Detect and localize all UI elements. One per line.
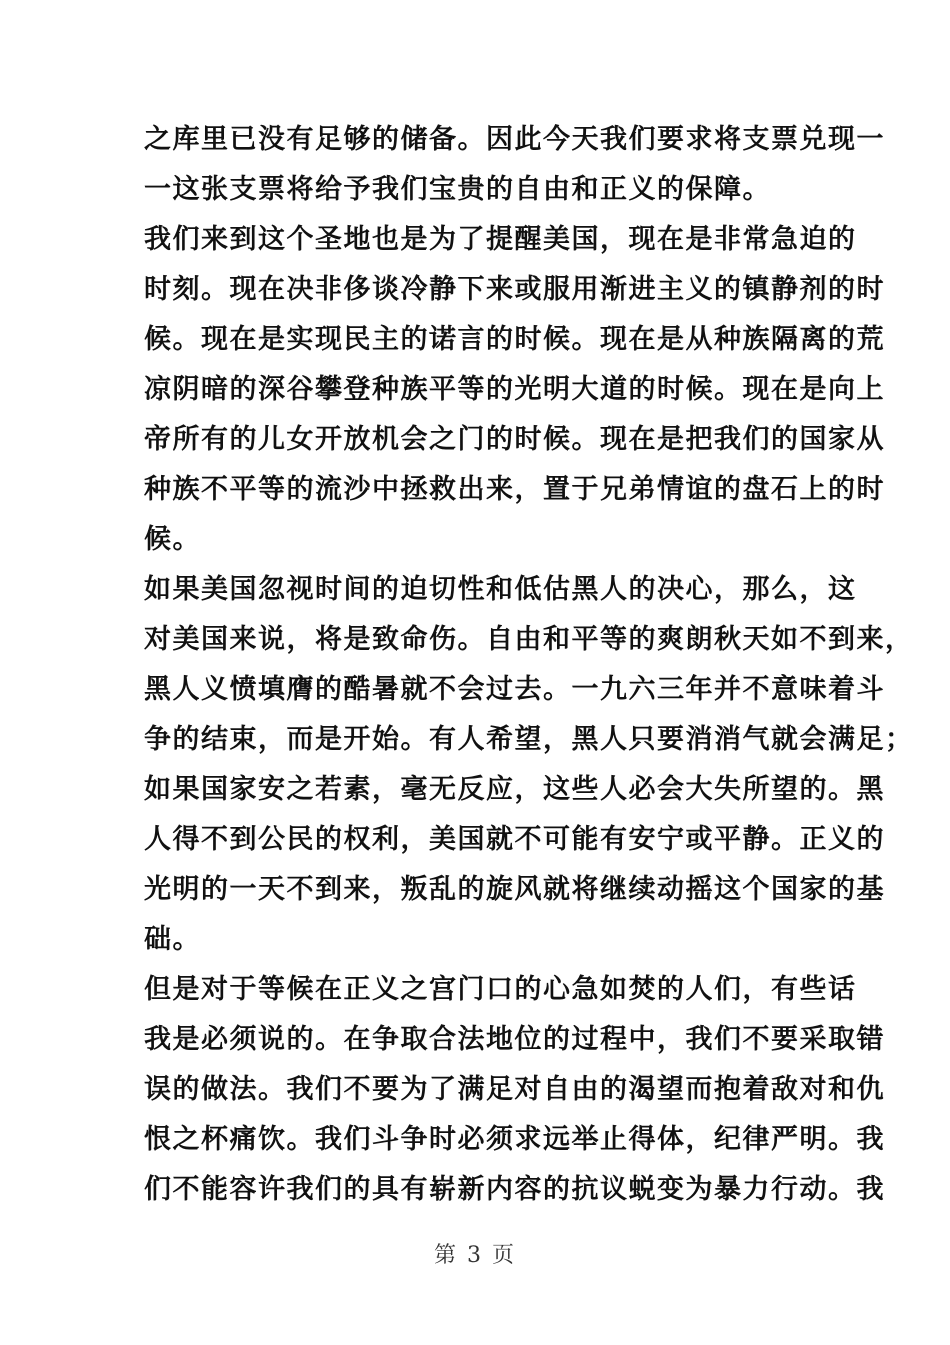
- text-line: 候。: [144, 524, 201, 555]
- text-line: 光明的一天不到来，叛乱的旋风就将继续动摇这个国家的基: [144, 874, 885, 905]
- text-line: 之库里已没有足够的储备。因此今天我们要求将支票兑现一: [144, 124, 885, 155]
- text-line: 础。: [144, 924, 201, 955]
- text-line: 但是对于等候在正义之宫门口的心急如焚的人们，有些话: [144, 974, 857, 1005]
- text-line: 误的做法。我们不要为了满足对自由的渴望而抱着敌对和仇: [144, 1074, 885, 1105]
- text-line: 时刻。现在决非侈谈冷静下来或服用渐进主义的镇静剂的时: [144, 274, 885, 305]
- text-line: 如果美国忽视时间的迫切性和低估黑人的决心，那么，这: [144, 574, 857, 605]
- text-line: 凉阴暗的深谷攀登种族平等的光明大道的时候。现在是向上: [144, 374, 885, 405]
- text-line: 们不能容许我们的具有崭新内容的抗议蜕变为暴力行动。我: [144, 1174, 885, 1205]
- text-line: 黑人义愤填膺的酷暑就不会过去。一九六三年并不意味着斗: [144, 674, 885, 705]
- text-line: 种族不平等的流沙中拯救出来，置于兄弟情谊的盘石上的时: [144, 474, 885, 505]
- text-line: 候。现在是实现民主的诺言的时候。现在是从种族隔离的荒: [144, 324, 885, 355]
- text-line: 如果国家安之若素，毫无反应，这些人必会大失所望的。黑: [144, 774, 885, 805]
- text-line: 我是必须说的。在争取合法地位的过程中，我们不要采取错: [144, 1024, 885, 1055]
- body-text: [144, 115, 914, 1215]
- text-line: 对美国来说，将是致命伤。自由和平等的爽朗秋天如不到来，: [144, 624, 914, 655]
- text-line: 帝所有的儿女开放机会之门的时候。现在是把我们的国家从: [144, 424, 885, 455]
- page-number-footer: 第 3 页: [434, 1243, 516, 1268]
- text-line: 一这张支票将给予我们宝贵的自由和正义的保障。: [144, 174, 771, 205]
- text-line: 恨之杯痛饮。我们斗争时必须求远举止得体，纪律严明。我: [144, 1124, 885, 1155]
- text-line: 人得不到公民的权利，美国就不可能有安宁或平静。正义的: [144, 824, 885, 855]
- text-line: 争的结束，而是开始。有人希望，黑人只要消消气就会满足；: [144, 724, 914, 755]
- text-line: 我们来到这个圣地也是为了提醒美国，现在是非常急迫的: [144, 224, 857, 255]
